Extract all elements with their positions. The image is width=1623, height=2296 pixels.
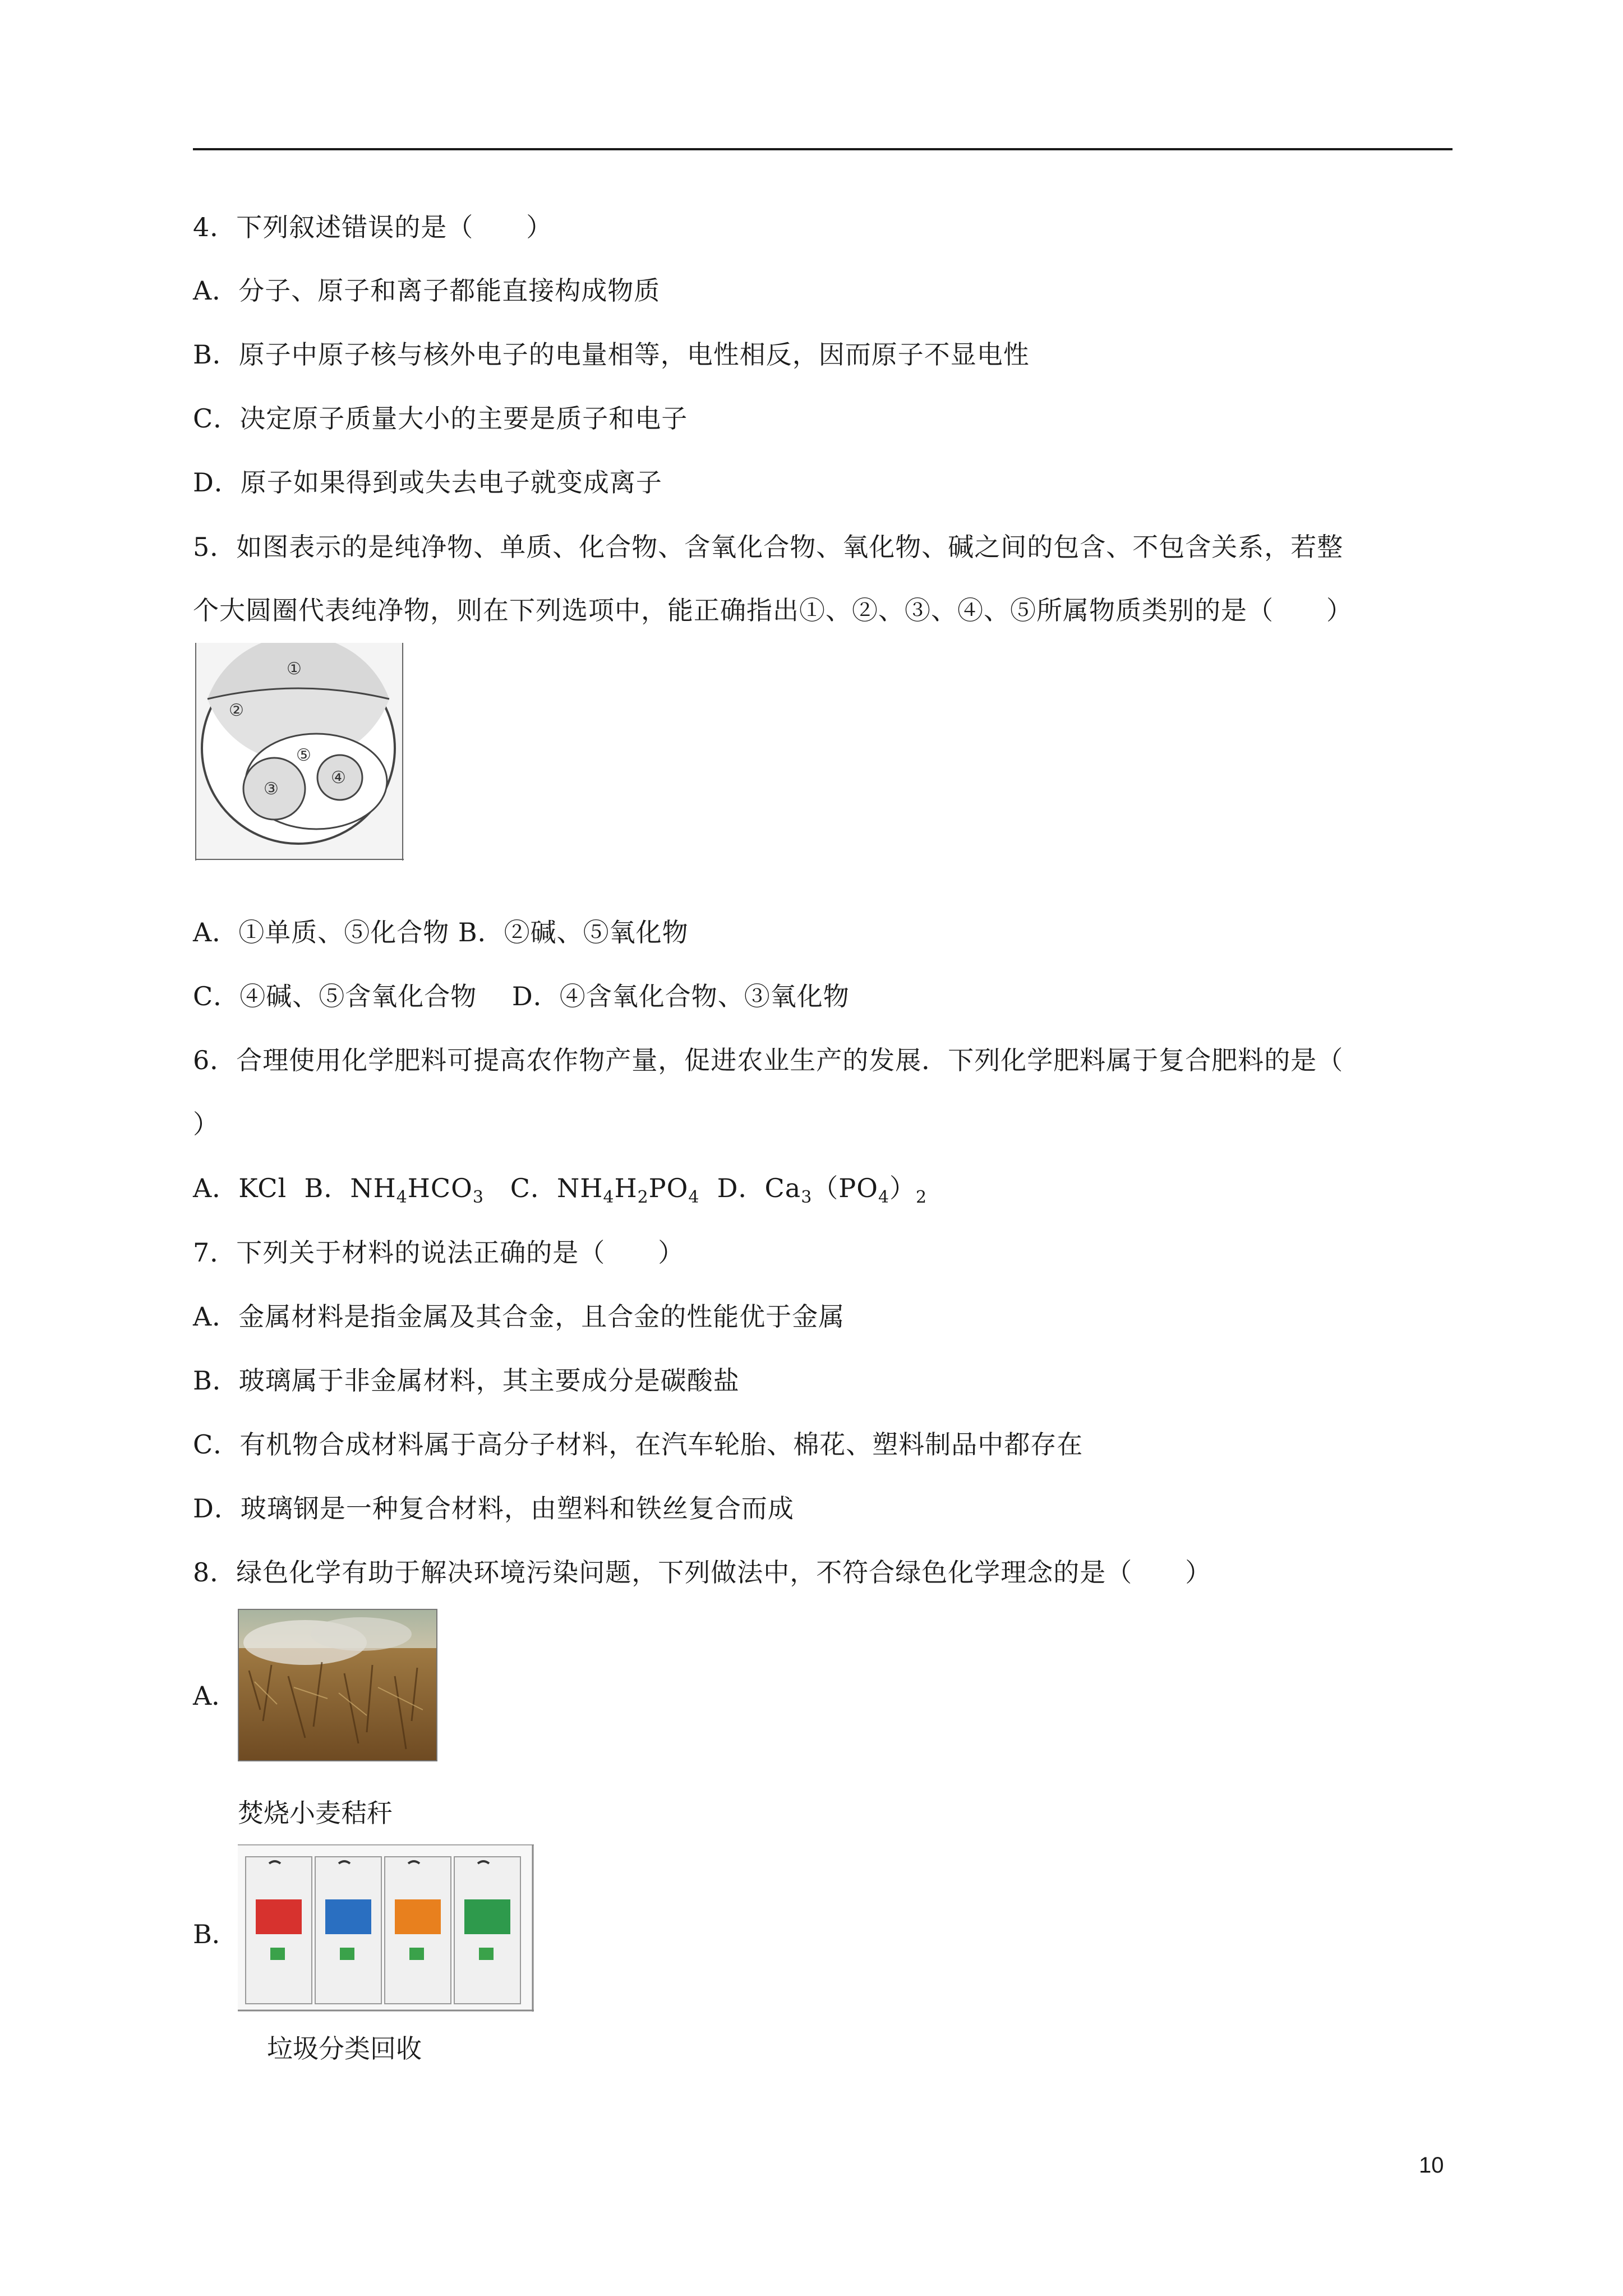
q8-option-b-letter: B． [193, 1919, 238, 1949]
q4-option-c: C．决定原子质量大小的主要是质子和电子 [193, 403, 688, 434]
q5-options-ab: A．①单质、⑤化合物 B．②碱、⑤氧化物 [193, 917, 689, 947]
venn-label-2: ② [229, 701, 244, 720]
q5-stem-line1: 5．如图表示的是纯净物、单质、化合物、含氧化合物、氧化物、碱之间的包含、不包含关系，若整 [193, 532, 1344, 562]
q5-stem-line2: 个大圆圈代表纯净物，则在下列选项中，能正确指出①、②、③、④、⑤所属物质类别的是（ ） [193, 595, 1353, 625]
q5-venn-diagram [195, 643, 404, 861]
q8-option-b-caption: 垃圾分类回收 [267, 2033, 422, 2064]
q8-option-a-caption: 焚烧小麦秸秆 [238, 1798, 393, 1828]
header-rule [193, 148, 1453, 150]
q6-option-b: B．$NH_4HCO_3$ [304, 1173, 484, 1207]
venn-label-1: ① [287, 659, 302, 679]
q6-options [193, 1171, 927, 1205]
q7-stem: 7．下列关于材料的说法正确的是（ ） [193, 1237, 685, 1268]
venn-label-4: ④ [331, 768, 346, 788]
q4-option-d: D．原子如果得到或失去电子就变成离子 [193, 467, 662, 498]
q6-stem-line2: ） [193, 1109, 219, 1139]
q8-stem: 8．绿色化学有助于解决环境污染问题，下列做法中，不符合绿色化学理念的是（ ） [193, 1557, 1212, 1588]
q4-option-a: A．分子、原子和离子都能直接构成物质 [193, 275, 661, 306]
q6-option-c: C．$NH_4H_2PO_4$ [510, 1173, 700, 1207]
q5-options-cd: C．④碱、⑤含氧化合物 D．④含氧化合物、③氧化物 [193, 981, 850, 1011]
q7-option-b: B．玻璃属于非金属材料，其主要成分是碳酸盐 [193, 1365, 740, 1396]
waste-sorting-bins-photo [238, 1844, 534, 2012]
venn-label-3: ③ [264, 779, 279, 799]
page-number: 10 [1419, 2153, 1444, 2178]
venn-label-5: ⑤ [296, 746, 311, 765]
q4-stem: 4．下列叙述错误的是（ ） [193, 212, 553, 242]
q8-option-a-letter: A． [193, 1681, 238, 1711]
q4-option-b: B．原子中原子核与核外电子的电量相等，电性相反，因而原子不显电性 [193, 339, 1030, 370]
q6-stem-line1: 6．合理使用化学肥料可提高农作物产量，促进农业生产的发展．下列化学肥料属于复合肥料的是（ [193, 1045, 1344, 1075]
straw-burning-photo [238, 1609, 437, 1761]
q7-option-d: D．玻璃钢是一种复合材料，由塑料和铁丝复合而成 [193, 1493, 794, 1524]
q6-option-a: A．KCl [193, 1173, 287, 1203]
q7-option-c: C．有机物合成材料属于高分子材料，在汽车轮胎、棉花、塑料制品中都存在 [193, 1429, 1083, 1460]
q7-option-a: A．金属材料是指金属及其合金，且合金的性能优于金属 [193, 1301, 845, 1332]
q6-option-d: D．$Ca_3(PO_4)_2$ [717, 1173, 928, 1207]
